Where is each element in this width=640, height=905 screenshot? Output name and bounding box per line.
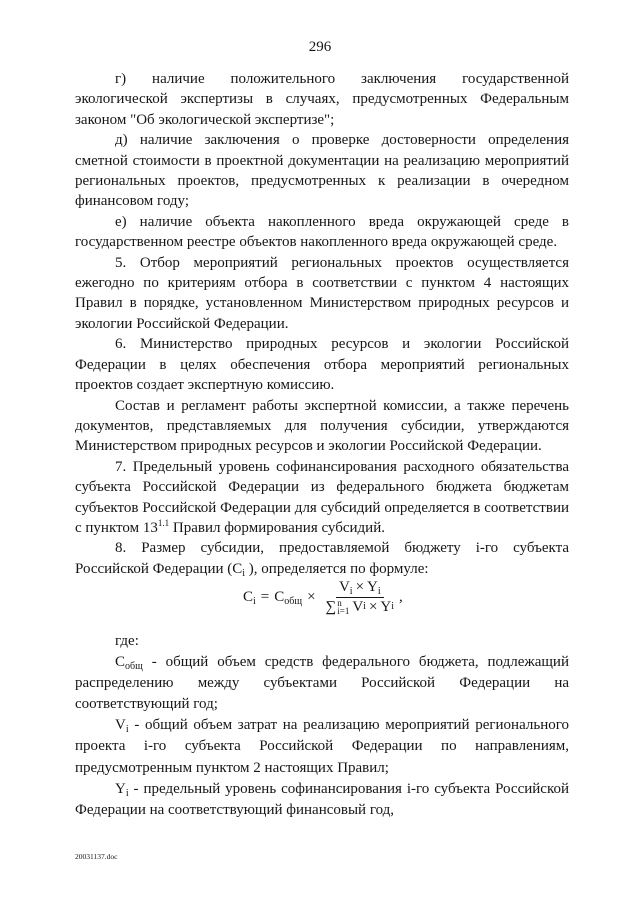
paragraph-7-superscript: 1.1 <box>157 517 170 528</box>
formula-equals: = <box>260 588 270 605</box>
definition-item <box>75 652 569 716</box>
sum-lower-limit: i=1 <box>337 606 350 617</box>
formula-lhs-subscript: i <box>253 595 256 607</box>
numerator-y: Y <box>367 578 378 595</box>
file-name-footer: 20031137.doc <box>75 852 118 861</box>
paragraph-6: 6. Министерство природных ресурсов и экологии Российской Федерации в целях обеспечения отбора мероприятий региональных проектов создает экспертную комиссию. <box>75 336 569 394</box>
definition-subscript: i <box>125 787 129 799</box>
numerator-times: × <box>355 578 365 595</box>
document-body <box>75 69 569 821</box>
subsidy-formula <box>75 577 569 617</box>
paragraph-8-subscript: i <box>242 567 246 579</box>
definitions-list <box>75 652 569 822</box>
formula-total <box>274 587 302 607</box>
formula-total-subscript: общ <box>284 595 303 607</box>
definition-item <box>75 779 569 821</box>
definition-symbol: Y <box>115 780 126 797</box>
denominator-y: Y <box>380 598 392 615</box>
denominator-v: V <box>352 598 364 615</box>
formula-lhs-symbol: C <box>243 588 254 605</box>
item-g-paragraph: г) наличие положительного заключения государственной экологической экспертизы в случаях, предусмотренных Федеральным законом "Об экологической экспертизе"; <box>75 71 569 128</box>
numerator-v-subscript: i <box>349 585 353 597</box>
formula-trailing-comma: , <box>399 588 403 605</box>
where-label: где: <box>115 633 139 650</box>
sum-sign: ∑ <box>325 598 337 615</box>
paragraph-8-text: 8. Размер субсидии, предоставляемой бюджету i-го субъекта Российской Федерации (C <box>75 540 569 577</box>
fraction-numerator <box>336 579 384 598</box>
item-d-paragraph: д) наличие заключения о проверке достоверности определения сметной стоимости в проектной документации на реализацию мероприятий региональных проектов, предусмотренных к реализации в очередном финансовом году; <box>75 132 569 210</box>
paragraph-7-tail: Правил формирования субсидий. <box>169 519 385 536</box>
item-e-paragraph: е) наличие объекта накопленного вреда окружающей среде в государственном реестре объектов накопленного вреда окружающей среде. <box>75 213 569 251</box>
paragraph-6-continuation: Состав и регламент работы экспертной комиссии, а также перечень документов, представляемых для получения субсидии, утверждаются Министерством природных ресурсов и экологии Российской Федерации. <box>75 397 569 455</box>
formula-times: × <box>307 588 316 605</box>
definition-subscript: общ <box>125 660 143 672</box>
paragraph-8-tail: ), определяется по формуле: <box>245 560 429 577</box>
definition-symbol: V <box>115 717 126 734</box>
definition-item <box>75 715 569 779</box>
paragraph-8 <box>75 538 569 579</box>
definition-symbol: C <box>115 653 126 670</box>
denominator-times: × <box>368 598 378 615</box>
numerator-v: V <box>338 578 350 595</box>
formula-total-symbol: C <box>274 588 285 605</box>
paragraph-7 <box>75 457 569 539</box>
definition-text: - предельный уровень софинансирования i-го субъекта Российской Федерации на соответствующий финансовый год, <box>75 780 569 818</box>
formula-lhs <box>243 587 256 607</box>
sum-limits <box>337 599 349 615</box>
fraction-denominator: ∑ n i=1 V i × Y i <box>325 598 395 617</box>
definition-text: - общий объем затрат на реализацию мероприятий регионального проекта i-го субъекта Российской Федерации по направлениям, предусмотренным пунктом 2 настоящих Правил; <box>75 717 569 776</box>
page-number: 296 <box>308 39 332 55</box>
definition-subscript: i <box>125 724 129 736</box>
definition-text: - общий объем средств федерального бюджета, подлежащий распределению между субъектами Российской Федерации на соответствующий год; <box>75 653 569 712</box>
paragraph-7-text: 7. Предельный уровень софинансирования расходного обязательства субъекта Российской Федерации из федерального бюджета бюджетам субъектов Российской Федерации для субсидий определяется в соответствии с пунктом 13 <box>75 458 569 536</box>
paragraph-5: 5. Отбор мероприятий региональных проектов осуществляется ежегодно по критериям отбора в соответствии с пунктом 4 настоящих Правил в порядке, установленном Министерством природных ресурсов и экологии Российской Федерации. <box>75 254 569 332</box>
formula-fraction <box>323 579 398 616</box>
sum-upper-limit: n <box>337 598 342 609</box>
numerator-y-subscript: i <box>377 585 381 597</box>
